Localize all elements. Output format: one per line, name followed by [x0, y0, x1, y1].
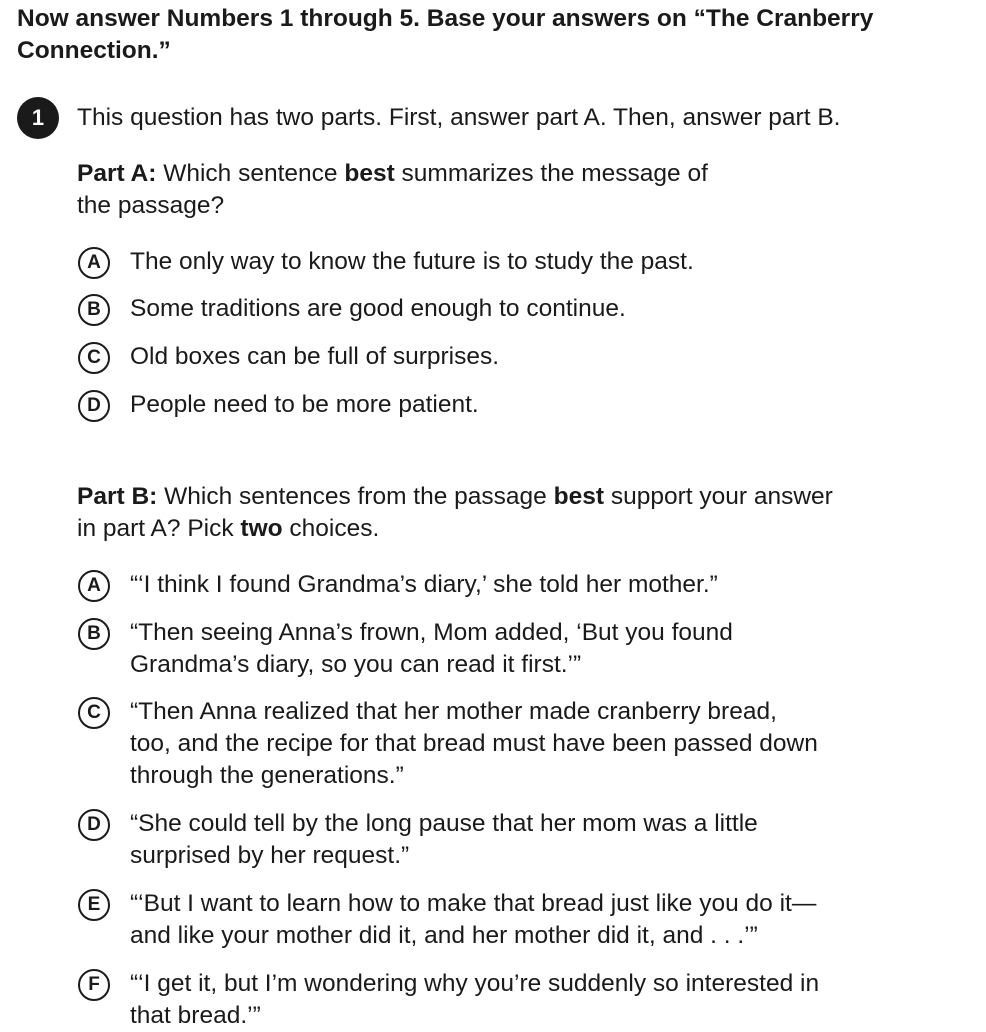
option-text-line: that bread.’” [130, 1002, 261, 1029]
part-b-prompt-bold-1: best [553, 483, 605, 510]
option-text: Old boxes can be full of surprises. [130, 343, 500, 370]
option-letter-circle[interactable]: D [78, 809, 110, 841]
part-b-prompt-text-2: support your answer [604, 483, 833, 510]
part-b-prompt [77, 481, 937, 545]
part-a-prompt [77, 158, 777, 222]
option-text [130, 888, 910, 952]
option-text [130, 696, 910, 792]
part-a-prompt-text-1: Which sentence [156, 160, 345, 187]
option-letter-circle[interactable]: A [78, 247, 110, 279]
option-letter-circle[interactable]: E [78, 889, 110, 921]
option-text-line: Grandma’s diary, so you can read it first.’” [130, 651, 582, 678]
option-text [130, 808, 910, 872]
part-a-prompt-text-2: summarizes the message of [394, 160, 708, 187]
option-text-line: surprised by her request.” [130, 842, 410, 869]
option-text-line: “‘I get it, but I’m wondering why you’re suddenly so interested in [130, 970, 820, 997]
option-text-line: “‘I think I found Grandma’s diary,’ she told her mother.” [130, 571, 718, 598]
question-intro: This question has two parts. First, answer part A. Then, answer part B. [77, 104, 841, 131]
option-letter-circle[interactable]: B [78, 618, 110, 650]
section-instructions [17, 3, 937, 67]
option-text-line: “Then Anna realized that her mother made cranberry bread, [130, 698, 777, 725]
option-text-line: “Then seeing Anna’s frown, Mom added, ‘But you found [130, 619, 733, 646]
option-letter-circle[interactable]: B [78, 294, 110, 326]
part-b-prompt-line-2 [77, 513, 937, 545]
part-b-label: Part B: [77, 483, 158, 510]
option-letter-circle[interactable]: C [78, 697, 110, 729]
part-a-prompt-line-1 [77, 158, 777, 190]
option-letter-circle[interactable]: C [78, 342, 110, 374]
option-text: Some traditions are good enough to continue. [130, 295, 626, 322]
question-number-badge: 1 [17, 97, 59, 139]
option-text-line: “She could tell by the long pause that her mom was a little [130, 810, 758, 837]
option-text-line: too, and the recipe for that bread must have been passed down [130, 730, 818, 757]
instructions-line-2: Connection.” [17, 37, 171, 64]
part-b-prompt-text-1: Which sentences from the passage [157, 483, 554, 510]
option-text-line: and like your mother did it, and her mother did it, and . . .’” [130, 922, 758, 949]
option-letter-circle[interactable]: A [78, 570, 110, 602]
part-a-label: Part A: [77, 160, 157, 187]
part-b-prompt-line-1 [77, 481, 937, 513]
option-text [130, 569, 910, 601]
option-letter-circle[interactable]: D [78, 390, 110, 422]
option-text: The only way to know the future is to study the past. [130, 248, 694, 275]
instructions-line-1: Now answer Numbers 1 through 5. Base your answers on “The Cranberry [17, 5, 874, 32]
option-text-line: “‘But I want to learn how to make that bread just like you do it— [130, 890, 817, 917]
option-text: People need to be more patient. [130, 391, 479, 418]
part-a-prompt-line-2: the passage? [77, 192, 225, 219]
part-b-prompt-bold-2: two [240, 515, 283, 542]
option-text [130, 617, 910, 681]
part-a-prompt-bold: best [344, 160, 395, 187]
part-b-prompt-text-4: choices. [282, 515, 380, 542]
option-text-line: through the generations.” [130, 762, 404, 789]
part-b-prompt-text-3: in part A? Pick [77, 515, 241, 542]
option-text [130, 968, 910, 1032]
option-letter-circle[interactable]: F [78, 969, 110, 1001]
